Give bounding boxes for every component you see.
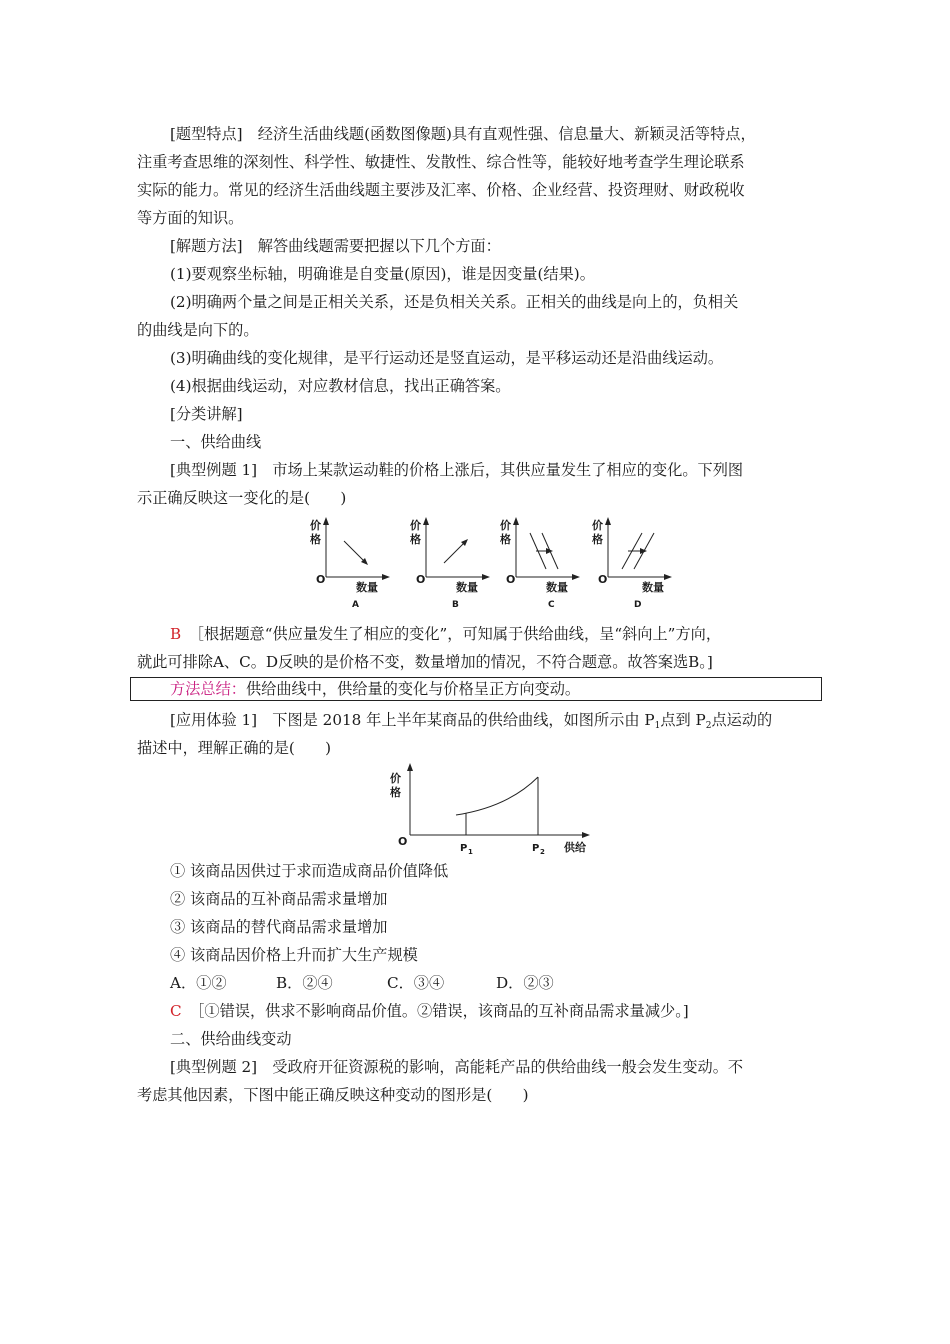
chart-d-ylabel: 格 <box>592 533 603 546</box>
chart-ylabel: 格 <box>390 786 401 799</box>
example1-answer: 就此可排除A、C。D反映的是价格不变，数量增加的情况，不符合题意。故答案选B。] <box>137 653 713 671</box>
chart-a-ylabel: 价 <box>310 519 321 532</box>
option-item: ① 该商品因供过于求而造成商品价值降低 <box>170 862 449 880</box>
answer-letter: B <box>170 625 182 643</box>
chart-b-xlabel: 数量 <box>456 581 478 594</box>
chart-b-origin: O <box>416 573 426 586</box>
chart-d-ylabel: 价 <box>592 519 603 532</box>
chart-c-letter: C <box>548 600 555 610</box>
intro-line: 等方面的知识。 <box>137 209 244 227</box>
chart-c <box>500 517 580 612</box>
choice-d: D．②③ <box>496 974 554 992</box>
option-item: ③ 该商品的替代商品需求量增加 <box>170 918 388 936</box>
chart-d <box>592 517 672 612</box>
answer-letter: C <box>170 1002 182 1020</box>
example1-question: [典型例题 1] 市场上某款运动鞋的价格上涨后，其供应量发生了相应的变化。下列图 <box>170 461 744 479</box>
choice-c: C．③④ <box>387 974 445 992</box>
chart-a-origin: O <box>316 573 326 586</box>
intro-line: 注重考查思维的深刻性、科学性、敏捷性、发散性、综合性等，能较好地考查学生理论联系 <box>137 153 745 171</box>
chart-d-letter: D <box>634 600 642 610</box>
chart-a-xlabel: 数量 <box>356 581 378 594</box>
method-item: 的曲线是向下的。 <box>137 321 259 339</box>
chart-b-letter: B <box>452 600 459 610</box>
method-item: (1)要观察坐标轴，明确谁是自变量(原因)，谁是因变量(结果)。 <box>170 265 595 283</box>
chart-c-origin: O <box>506 573 516 586</box>
answer-text: ［根据题意“供应量发生了相应的变化”，可知属于供给曲线，呈“斜向上”方向， <box>196 625 722 643</box>
chart-p1-sub: 1 <box>468 848 473 856</box>
chart-c-xlabel: 数量 <box>546 581 568 594</box>
method-summary <box>170 675 860 703</box>
summary-text: 供给曲线中，供给量的变化与价格呈正方向变动。 <box>245 680 581 698</box>
practice1-answer <box>170 997 860 1025</box>
chart-b-ylabel: 格 <box>410 533 421 546</box>
chart-ylabel: 价 <box>390 772 401 785</box>
method-item: (4)根据曲线运动，对应教材信息，找出正确答案。 <box>170 377 511 395</box>
chart-d-xlabel: 数量 <box>642 581 664 594</box>
section-heading: 一、供给曲线 <box>170 433 262 451</box>
summary-label: 方法总结： <box>170 680 246 698</box>
practice1-question: 描述中，理解正确的是( ) <box>137 739 332 757</box>
section-heading: 二、供给曲线变动 <box>170 1030 292 1048</box>
chart-xlabel: 供给 <box>564 841 586 854</box>
chart-b-ylabel: 价 <box>410 519 421 532</box>
chart-a-letter: A <box>352 600 359 610</box>
intro-line: [题型特点] 经济生活曲线题(函数图像题)具有直观性强、信息量大、新颖灵活等特点， <box>170 125 756 143</box>
example1-answer <box>170 620 860 648</box>
answer-text: ［①错误，供求不影响商品价值。②错误，该商品的互补商品需求量减少。] <box>196 1002 689 1020</box>
example1-question: 示正确反映这一变化的是( ) <box>137 489 347 507</box>
practice1-question: [应用体验 1] 下图是 2018 年上半年某商品的供给曲线，如图所示由 $P_1$点到 $P_2$点运动的 <box>170 711 773 731</box>
example2-question: [典型例题 2] 受政府开征资源税的影响，高能耗产品的供给曲线一般会发生变动。不 <box>170 1058 744 1076</box>
intro-line: 实际的能力。常见的经济生活曲线题主要涉及汇率、价格、企业经营、投资理财、财政税收 <box>137 181 745 199</box>
chart-p1-label: P <box>460 843 468 854</box>
method-item: (3)明确曲线的变化规律，是平行运动还是竖直运动，是平移运动还是沿曲线运动。 <box>170 349 724 367</box>
chart-origin: O <box>398 835 408 848</box>
option-item: ② 该商品的互补商品需求量增加 <box>170 890 388 908</box>
chart-p2-sub: 2 <box>540 848 545 856</box>
method-title: [解题方法] 解答曲线题需要把握以下几个方面： <box>170 237 501 255</box>
example2-question: 考虑其他因素，下图中能正确反映这种变动的图形是( ) <box>137 1086 529 1104</box>
section-classify: [分类讲解] <box>170 405 243 423</box>
choice-b: B．②④ <box>276 974 333 992</box>
supply-curve-chart <box>388 763 598 858</box>
method-item: (2)明确两个量之间是正相关关系，还是负相关关系。正相关的曲线是向上的，负相关 <box>170 293 739 311</box>
choice-a: A．①② <box>170 974 227 992</box>
chart-c-ylabel: 格 <box>500 533 511 546</box>
chart-b <box>410 517 490 612</box>
chart-d-origin: O <box>598 573 608 586</box>
chart-c-ylabel: 价 <box>500 519 511 532</box>
chart-a-ylabel: 格 <box>310 533 321 546</box>
option-item: ④ 该商品因价格上升而扩大生产规模 <box>170 946 418 964</box>
chart-p2-label: P <box>532 843 540 854</box>
chart-a <box>310 517 390 612</box>
